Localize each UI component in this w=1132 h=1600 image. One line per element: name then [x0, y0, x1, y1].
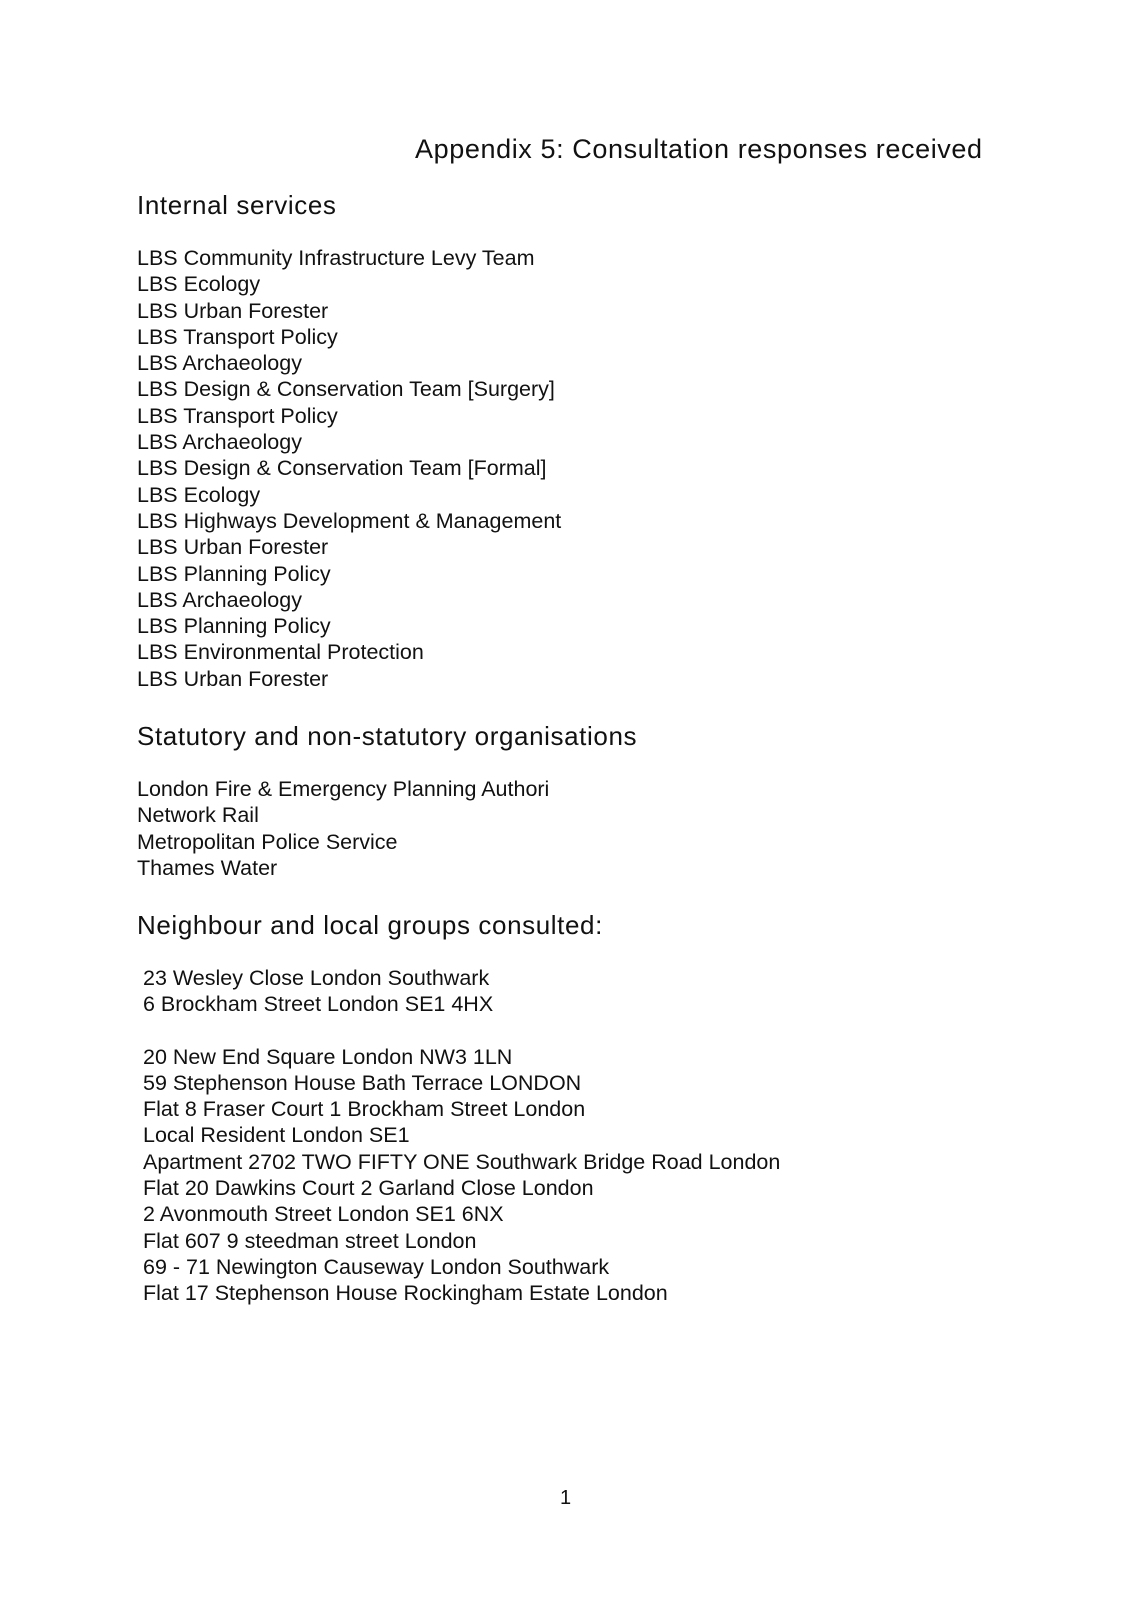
list-item: Metropolitan Police Service: [137, 829, 398, 854]
list-item: 20 New End Square London NW3 1LN: [143, 1044, 513, 1069]
list-item: LBS Design & Conservation Team [Formal]: [137, 456, 547, 481]
list-item: Apartment 2702 TWO FIFTY ONE Southwark Bridge Road London: [143, 1149, 781, 1174]
list-item: Flat 8 Fraser Court 1 Brockham Street London: [143, 1097, 586, 1122]
list-item: Local Resident London SE1: [143, 1123, 410, 1148]
list-item: LBS Ecology: [137, 482, 261, 507]
list-item: LBS Planning Policy: [137, 614, 331, 639]
list-item: LBS Design & Conservation Team [Surgery]: [137, 377, 555, 402]
list-item: 59 Stephenson House Bath Terrace LONDON: [143, 1070, 582, 1095]
list-item: LBS Community Infrastructure Levy Team: [137, 246, 535, 270]
internal-services-list: [137, 245, 561, 692]
internal-services-heading: Internal services: [137, 190, 337, 220]
list-item: 69 - 71 Newington Causeway London Southwark: [143, 1254, 610, 1279]
list-item: LBS Urban Forester: [137, 535, 329, 560]
neighbours-list: [143, 965, 780, 1307]
list-item: Network Rail: [137, 803, 259, 828]
list-item: LBS Environmental Protection: [137, 640, 424, 665]
list-item: Flat 17 Stephenson House Rockingham Estate London: [143, 1281, 668, 1306]
statutory-organisations-list: [137, 776, 549, 881]
page-title: Appendix 5: Consultation responses received: [415, 134, 983, 164]
list-item: LBS Planning Policy: [137, 561, 331, 586]
list-item: LBS Ecology: [137, 272, 261, 297]
list-item: Flat 20 Dawkins Court 2 Garland Close London: [143, 1176, 594, 1201]
list-item: LBS Archaeology: [137, 587, 302, 612]
page-number: 1: [560, 1487, 572, 1509]
list-item: LBS Archaeology: [137, 430, 302, 455]
list-item: Flat 607 9 steedman street London: [143, 1228, 477, 1253]
neighbours-heading: Neighbour and local groups consulted:: [137, 910, 603, 940]
list-item: LBS Urban Forester: [137, 666, 329, 691]
list-item: LBS Archaeology: [137, 351, 302, 376]
list-item: LBS Highways Development & Management: [137, 508, 562, 533]
list-item: LBS Transport Policy: [137, 324, 338, 349]
list-item: 23 Wesley Close London Southwark: [143, 966, 490, 990]
list-item: LBS Urban Forester: [137, 298, 329, 323]
statutory-organisations-heading: Statutory and non-statutory organisations: [137, 721, 638, 751]
list-item: London Fire & Emergency Planning Authori: [137, 777, 550, 801]
list-item: Thames Water: [137, 855, 278, 880]
list-item: LBS Transport Policy: [137, 403, 338, 428]
list-item: 6 Brockham Street London SE1 4HX: [143, 992, 494, 1017]
list-item: 2 Avonmouth Street London SE1 6NX: [143, 1202, 504, 1227]
list-spacer: [143, 1018, 780, 1044]
